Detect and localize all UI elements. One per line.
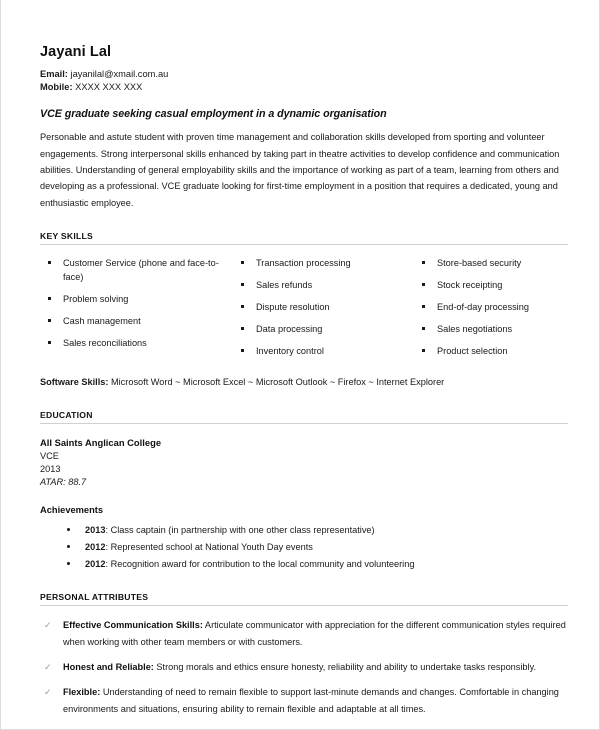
list-item: Cash management [40, 314, 233, 328]
achievement-year: 2012 [85, 542, 106, 553]
email-value: jayanilal@xmail.com.au [70, 68, 169, 79]
list-item: Customer Service (phone and face-to-face) [40, 256, 233, 284]
list-item: Product selection [414, 344, 564, 358]
list-item: Stock receipting [414, 278, 564, 292]
section-heading-personal-attributes: PERSONAL ATTRIBUTES [40, 592, 568, 606]
education-qualification: VCE [40, 451, 59, 462]
list-item: Sales refunds [233, 278, 414, 292]
achievement-colon: : [105, 559, 109, 570]
list-item: Sales negotiations [414, 322, 564, 336]
section-heading-key-skills: KEY SKILLS [40, 231, 568, 245]
professional-summary: Personable and astute student with proven time management and collaboration skills developed from sporting and volunteer engagements. Strong interpersonal skills enhanced by taking part in theatre activities to develop confidence and communication abilities. Understanding of general employability skills and the importance of working as part of a team, learning from others and developing as a professional. VCE graduate looking for first-time employment in a position that requires a dedicated, young and enthusiastic employee. [40, 132, 560, 208]
software-skills-line [40, 375, 568, 390]
attribute-title: Honest and Reliable: [63, 661, 154, 672]
list-item: Data processing [233, 322, 414, 336]
list-item: Sales reconciliations [40, 336, 233, 350]
list-item [40, 557, 568, 572]
achievements-heading: Achievements [40, 505, 104, 516]
list-item: Problem solving [40, 292, 233, 306]
section-heading-education: EDUCATION [40, 410, 568, 424]
email-line [40, 68, 568, 82]
attribute-title: Effective Communication Skills: [63, 620, 203, 631]
key-skills-column-2 [233, 256, 414, 366]
education-atar: ATAR: 88.7 [40, 477, 87, 488]
achievement-text: Class captain (in partnership with one other class representative) [110, 525, 375, 536]
education-entry [40, 436, 568, 489]
list-item: Transaction processing [233, 256, 414, 270]
email-label: Email: [40, 68, 68, 79]
list-item [40, 617, 568, 650]
attribute-title: Flexible: [63, 687, 101, 698]
list-item [40, 523, 568, 538]
achievement-colon: : [105, 542, 109, 553]
list-item [40, 684, 568, 717]
key-skills-grid [40, 256, 568, 366]
achievement-year: 2013 [85, 525, 106, 536]
education-school: All Saints Anglican College [40, 437, 162, 449]
achievement-text: Recognition award for contribution to the local community and volunteering [110, 559, 415, 570]
education-year: 2013 [40, 464, 61, 475]
personal-attributes-list [40, 617, 568, 717]
mobile-label: Mobile: [40, 82, 73, 93]
achievement-colon: : [105, 525, 109, 536]
key-skills-column-3 [414, 256, 564, 366]
software-skills-value: Microsoft Word ~ Microsoft Excel ~ Microsoft Outlook ~ Firefox ~ Internet Explorer [110, 377, 445, 388]
candidate-name: Jayani Lal [40, 44, 112, 60]
achievement-year: 2012 [85, 559, 106, 570]
attribute-text: Strong morals and ethics ensure honesty, reliability and ability to undertake tasks responsibly. [153, 661, 537, 672]
professional-headline: VCE graduate seeking casual employment in a dynamic organisation [40, 108, 387, 121]
list-item: End-of-day processing [414, 300, 564, 314]
check-icon: ✓ [44, 620, 52, 631]
achievements-list [40, 523, 568, 572]
list-item [40, 540, 568, 555]
attribute-text: Understanding of need to remain flexible to support last-minute demands and changes. Comfortable in changing environments and situations, ensuring ability to remain flexible and adaptable at all times. [63, 687, 559, 714]
attribute-text: Articulate communicator with appreciation for the different communication styles required when working with other team members or with customers. [63, 620, 566, 647]
list-item [40, 659, 568, 675]
list-item: Inventory control [233, 344, 414, 358]
key-skills-column-1 [40, 256, 233, 366]
mobile-value: XXXX XXX XXX [75, 82, 143, 93]
achievement-text: Represented school at National Youth Day events [110, 542, 313, 553]
mobile-line [40, 81, 568, 95]
check-icon: ✓ [44, 687, 52, 698]
check-icon: ✓ [44, 661, 52, 672]
list-item: Dispute resolution [233, 300, 414, 314]
software-skills-label: Software Skills: [40, 377, 109, 388]
list-item: Store-based security [414, 256, 564, 270]
